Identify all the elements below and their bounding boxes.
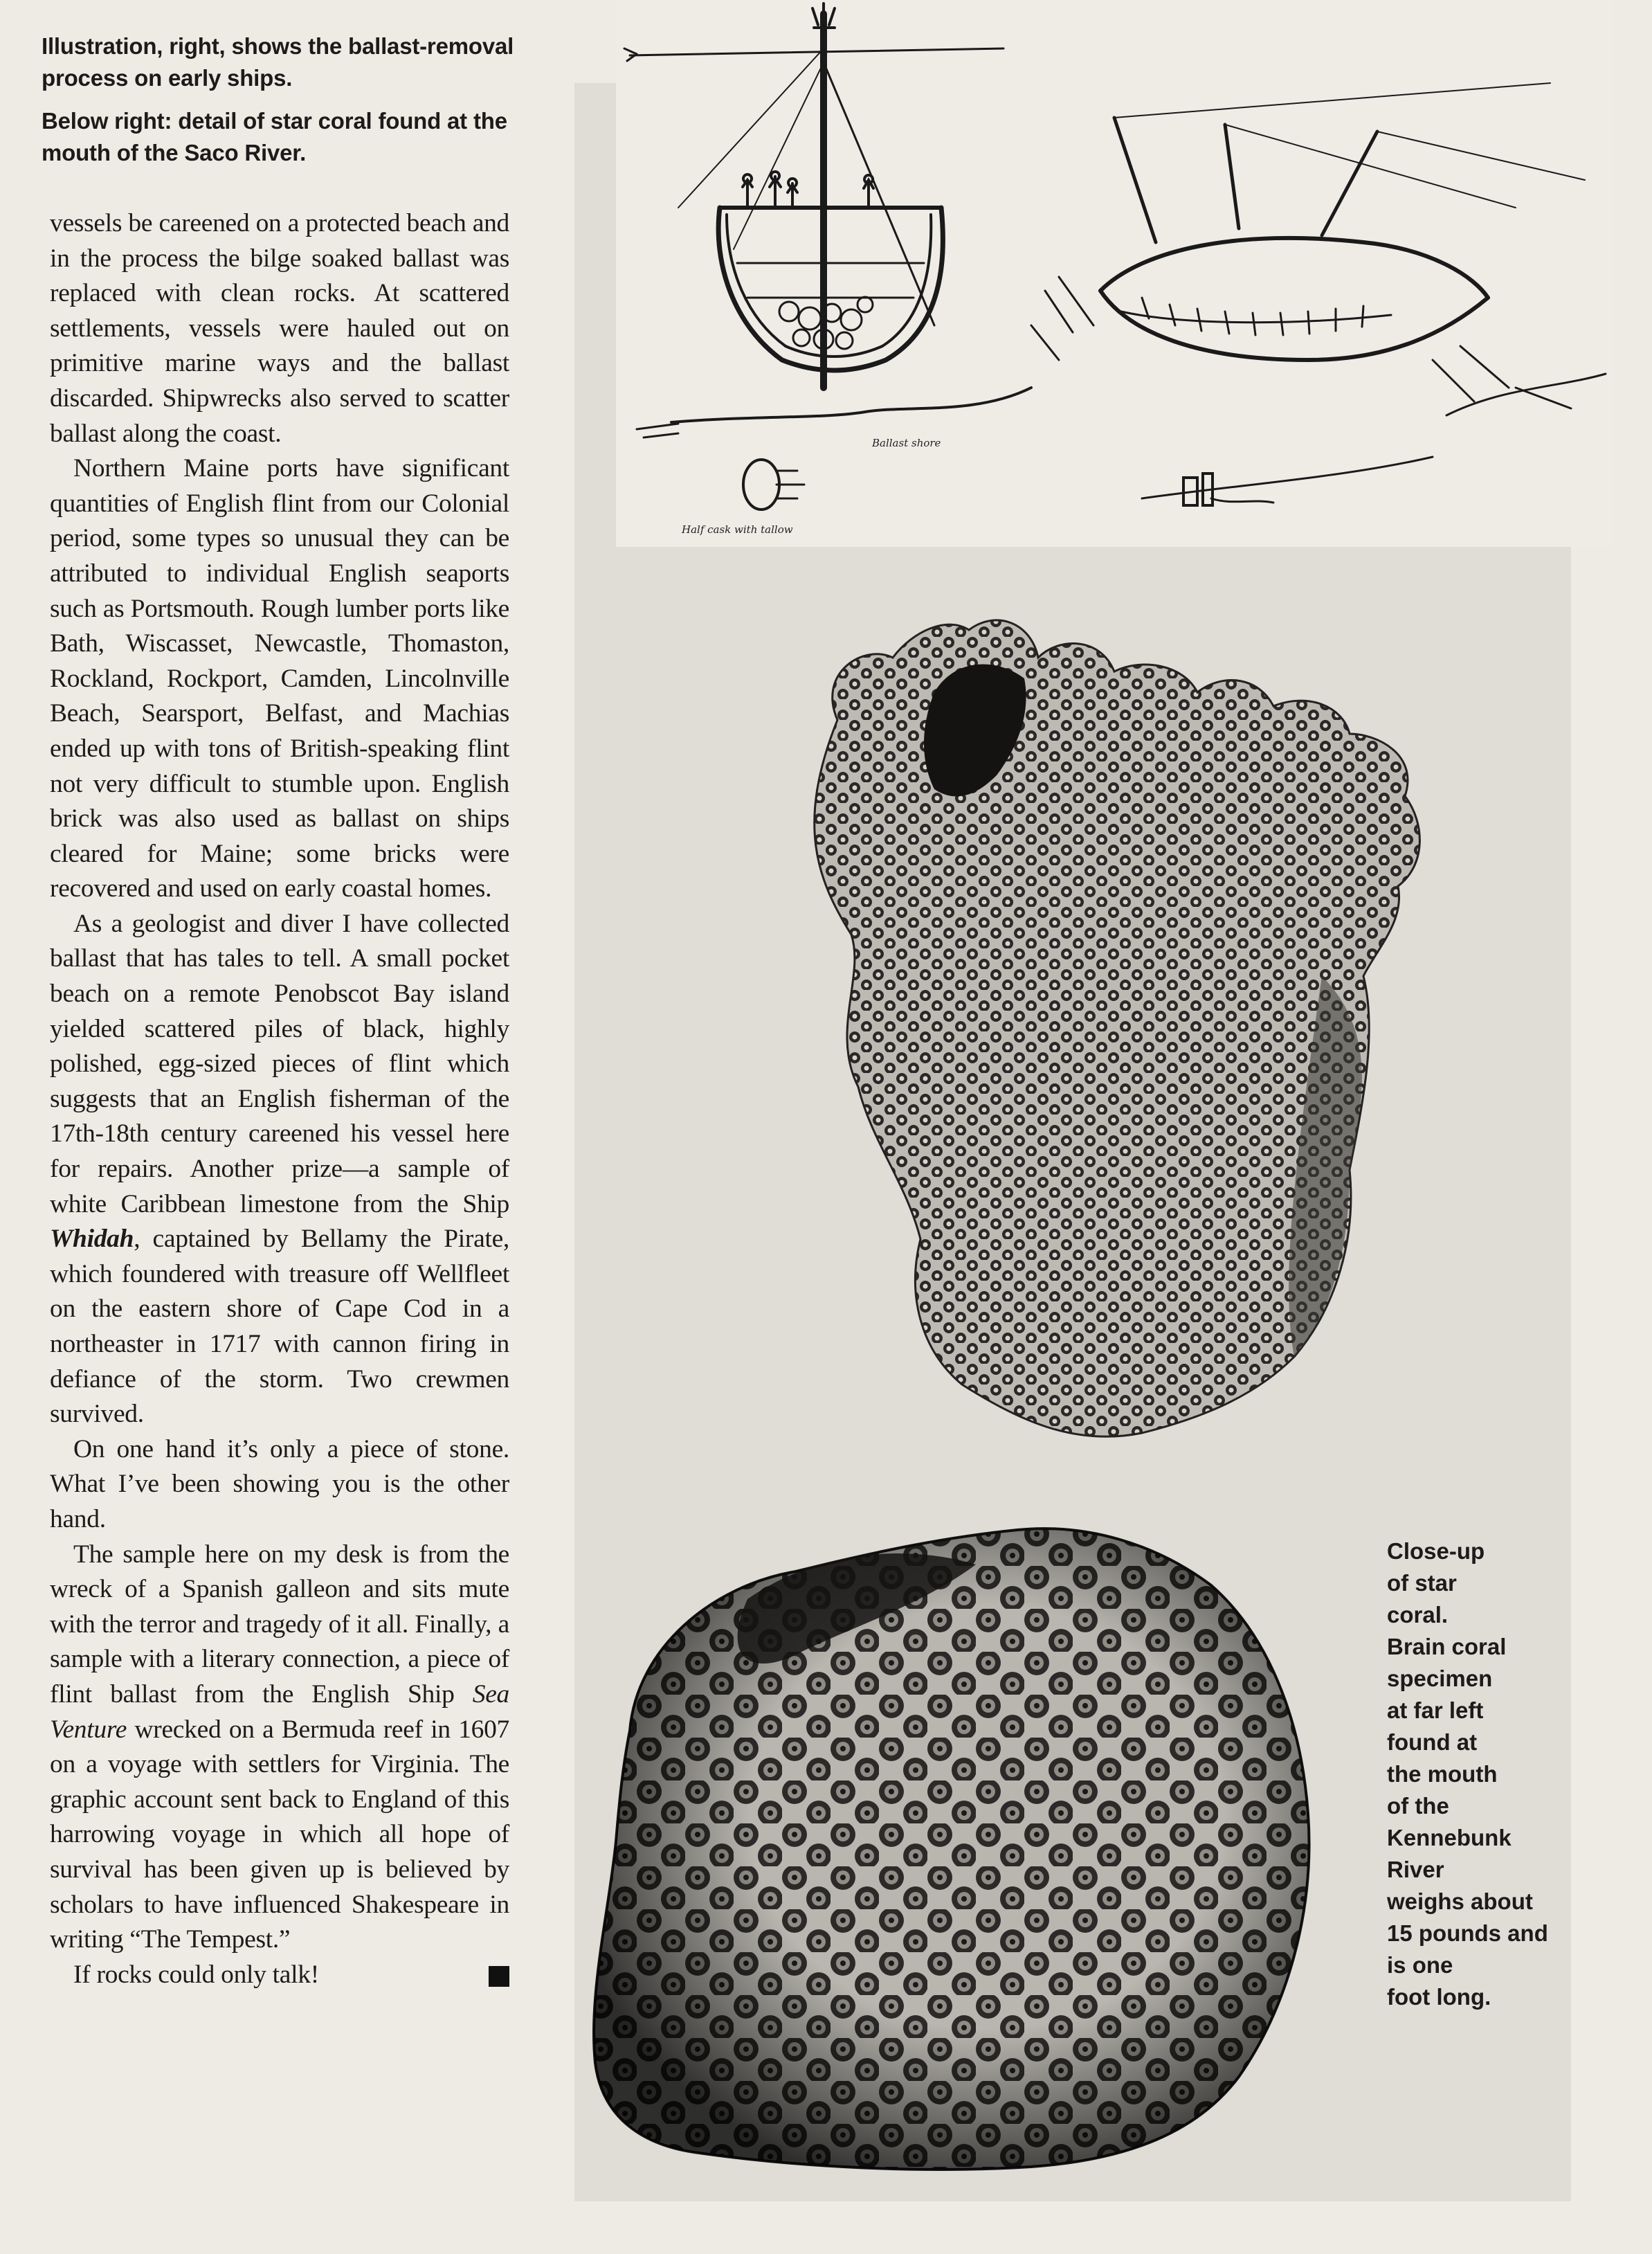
caption-star-coral-detail: Below right: detail of star coral found at the mouth of the Saco River. (42, 108, 507, 165)
figure-captions (42, 30, 519, 180)
text-run: On one hand it’s only a piece of stone. What I’ve been showing you is the other hand. (50, 1434, 509, 1533)
side-caption-line: the mouth (1387, 1761, 1498, 1787)
illustration-label-cask: Half cask with tallow (682, 523, 793, 536)
text-run: As a geologist and diver I have collected ballast that has tales to tell. A small pocket beach on a remote Penobscot Bay island yielded scattered piles of black, highly polished, egg-sized pieces of flint which suggests that an English fisherman of the 17th-18th century careened his vessel here for repairs. Another prize—a sample of white Caribbean limestone from the Ship (50, 909, 509, 1218)
side-caption-line: weighs about (1387, 1888, 1533, 1914)
text-run: Northern Maine ports have significant quantities of English flint from our Colonial period, some types so unusual they can be attributed to individual English seaports such as Portsmouth. Rough lumber ports like Bath, Wiscasset, Newcastle, Thomaston, Rockland, Rockport, Camden, Lincolnville Beach, Searsport, Belfast, and Machias ended up with tons of British-speaking flint not very difficult to stumble upon. English brick was also used as ballast on ships cleared for Maine; some bricks were recovered and used on early coastal homes. (50, 454, 509, 903)
article-paragraph (50, 907, 509, 1432)
article-paragraph (50, 1432, 509, 1538)
ship-name: Sea Venture (50, 1679, 509, 1744)
side-caption-line: 15 pounds and (1387, 1920, 1548, 1946)
text-run: wrecked on a Bermuda reef in 1607 on a voyage with settlers for Virginia. The graphic account sent back to England of this harrowing voyage in which all hope of survival has been given up is believed by scholars to have influenced Shakespeare in writing “The Tempest.” (50, 1715, 509, 1954)
side-caption-line: of star (1387, 1570, 1457, 1596)
end-of-article-mark (489, 1966, 509, 1987)
side-caption-line: coral. (1387, 1602, 1449, 1628)
article-paragraph (50, 206, 509, 451)
text-run: The sample here on my desk is from the wreck of a Spanish galleon and sits mute with the terror and tragedy of it all. Finally, a sample with a literary connection, a piece of flint ballast from the English Ship (50, 1540, 509, 1708)
ship-name: Whidah (50, 1225, 134, 1254)
brain-coral-closeup-photo (588, 1523, 1322, 2174)
text-run: vessels be careened on a protected beach and in the process the bilge soaked ballast was replaced with clean rocks. At scattered settlements, vessels were hauled out on primitive marine ways and the ballast discarded. Shipwrecks also served to scatter ballast along the coast. (50, 209, 509, 448)
side-caption-line: foot long. (1387, 1984, 1491, 2010)
text-run: , captained by Bellamy the Pirate, which foundered with treasure off Wellfleet on the eastern shore of Cape Cod in a northeaster in 1717 with cannon firing in defiance of the storm. Two crewmen survived. (50, 1225, 509, 1429)
ballast-removal-illustration (616, 0, 1613, 547)
side-caption-line: Kennebunk (1387, 1825, 1512, 1850)
side-caption-line: of the (1387, 1793, 1449, 1819)
side-caption-brain-coral (1387, 1535, 1595, 2013)
caption-ballast-illustration: Illustration, right, shows the ballast-removal process on early ships. (42, 33, 514, 91)
side-caption-line: River (1387, 1857, 1444, 1882)
star-coral-photo (754, 616, 1502, 1468)
illustration-label-shore: Ballast shore (872, 437, 941, 449)
article-paragraph (50, 451, 509, 907)
side-caption-line: Brain coral (1387, 1634, 1507, 1659)
side-caption-line: is one (1387, 1952, 1453, 1978)
text-run: If rocks could only talk! (73, 1960, 319, 1989)
side-caption-line: at far left (1387, 1697, 1484, 1723)
side-caption-line: specimen (1387, 1666, 1493, 1691)
article-paragraph (50, 1958, 509, 1993)
article-paragraph (50, 1538, 509, 1958)
side-caption-line: found at (1387, 1729, 1478, 1755)
article-body (50, 206, 509, 1992)
side-caption-line: Close-up (1387, 1538, 1485, 1564)
